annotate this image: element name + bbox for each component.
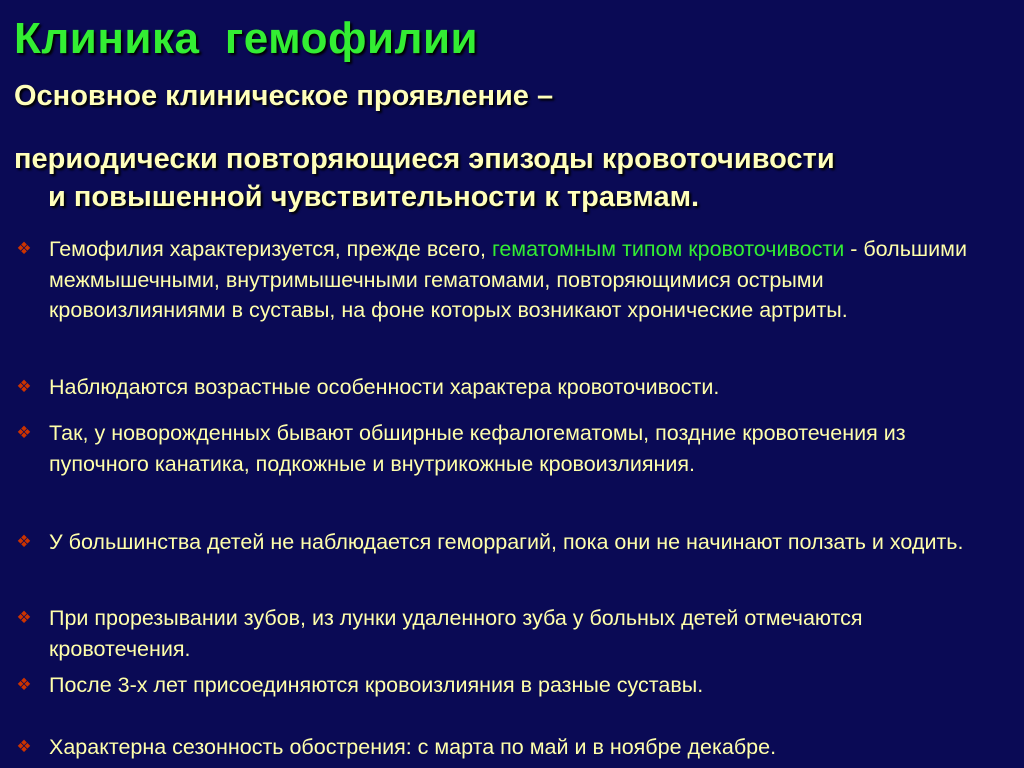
- bullet-text-4: У большинства детей не наблюдается геморрагий, пока они не начинают ползать и ходить.: [49, 530, 964, 554]
- bullet-item-3: [14, 418, 1004, 479]
- bullet-item-7: [14, 732, 1004, 763]
- four-diamond-bullet-icon: ❖: [16, 737, 32, 756]
- four-diamond-bullet-icon: ❖: [16, 675, 32, 694]
- four-diamond-bullet-icon: ❖: [16, 423, 32, 442]
- main-statement: [14, 140, 1004, 216]
- bullet-text-2: Наблюдаются возрастные особенности характера кровоточивости.: [49, 375, 720, 399]
- slide-subtitle: Основное клиническое проявление –: [14, 80, 554, 112]
- four-diamond-bullet-icon: ❖: [16, 532, 32, 551]
- bullet-text-7: Характерна сезонность обострения: с марта по май и в ноябре декабре.: [49, 735, 777, 759]
- bullet-text-1: [49, 234, 1004, 326]
- bullet-text-1-highlight: гематомным типом кровоточивости: [491, 237, 845, 261]
- four-diamond-bullet-icon: ❖: [16, 608, 32, 627]
- bullet-text-5: При прорезывании зубов, из лунки удаленного зуба у больных детей отмечаются кровотечения.: [49, 606, 863, 661]
- main-statement-line-2: и повышенной чувствительности к травмам.: [48, 181, 700, 213]
- bullet-text-6: После 3-х лет присоединяются кровоизлияния в разные суставы.: [49, 673, 704, 697]
- main-statement-line-1: периодически повторяющиеся эпизоды кровоточивости: [14, 143, 835, 175]
- bullet-item-6: [14, 670, 1004, 701]
- bullet-text-3: Так, у новорожденных бывают обширные кефалогематомы, поздние кровотечения из пупочного канатика, подкожные и внутрикожные кровоизлияния.: [49, 421, 906, 476]
- bullet-item-5: [14, 603, 1004, 664]
- bullet-item-4: [14, 527, 1004, 558]
- slide-title: Клиника гемофилии: [14, 14, 479, 63]
- bullet-item-2: [14, 372, 1004, 403]
- four-diamond-bullet-icon: ❖: [16, 239, 32, 258]
- bullet-text-1-post: - большими межмышечными, внутримышечными гематомами, повторяющимися острыми кровоизлияниями в суставы, на фоне которых возникают хронические артриты.: [49, 237, 967, 322]
- bullet-item-1: [14, 234, 1004, 326]
- four-diamond-bullet-icon: ❖: [16, 377, 32, 396]
- bullet-text-1-pre: Гемофилия характеризуется, прежде всего,: [49, 237, 492, 261]
